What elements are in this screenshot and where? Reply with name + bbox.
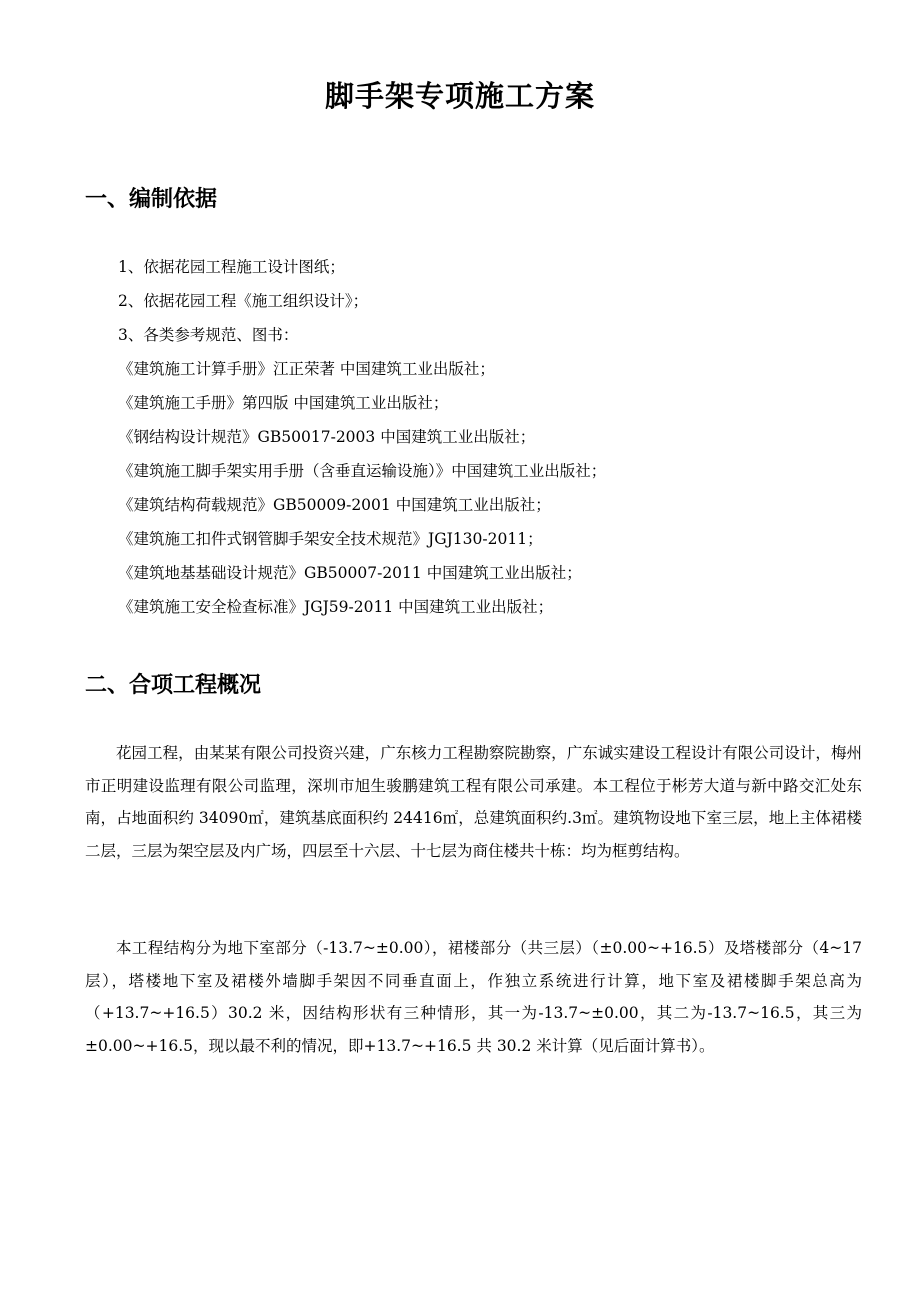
list-item: 《建筑施工手册》第四版 中国建筑工业出版社； [118, 394, 449, 412]
reference-list [0, 250, 920, 624]
list-item: 《建筑结构荷载规范》GB50009-2001 中国建筑工业出版社； [118, 496, 551, 514]
list-item: 《建筑施工安全检查标准》JGJ59-2011 中国建筑工业出版社； [118, 598, 554, 616]
list-item: 2、依据花园工程《施工组织设计》； [118, 292, 369, 310]
list-item: 1、依据花园工程施工设计图纸； [118, 258, 345, 276]
list-item: 《建筑施工脚手架实用手册（含垂直运输设施）》中国建筑工业出版社； [118, 462, 607, 480]
structure-paragraph: 本工程结构分为地下室部分（-13.7~±0.00），裙楼部分（共三层）（±0.00~+16.5）及塔楼部分（4~17 层），塔楼地下室及裙楼外墙脚手架因不同垂直面上，作独立系统进行计算，地下室及裙楼脚手架总高为（+13.7~+16.5）30.2 米，因结构形状有三种情形，其一为-13.7~±0.00，其二为-13.7~16.5，其三为±0.00~+16.5，现以最不利的情况，即+13.7~+16.5 共 30.2 米计算（见后面计算书）。 [85, 939, 862, 1055]
overview-paragraph: 花园工程，由某某有限公司投资兴建，广东核力工程勘察院勘察，广东诚实建设工程设计有限公司设计，梅州市正明建设监理有限公司监理，深圳市旭生骏鹏建筑工程有限公司承建。本工程位于彬芳大道与新中路交汇处东南，占地面积约 34090㎡，建筑基底面积约 24416㎡，总建筑面积约.3㎡。建筑物设地下室三层，地上主体裙楼二层，三层为架空层及内广场，四层至十六层、十七层为商住楼共十栋：均为框剪结构。 [85, 744, 862, 860]
list-item: 《建筑地基基础设计规范》GB50007-2011 中国建筑工业出版社； [118, 564, 582, 582]
list-item: 《建筑施工扣件式钢管脚手架安全技术规范》JGJ130-2011； [118, 530, 543, 548]
page-title: 脚手架专项施工方案 [324, 79, 595, 113]
list-item: 《钢结构设计规范》GB50017-2003 中国建筑工业出版社； [118, 428, 536, 446]
section-heading-basis: 一、编制依据 [85, 187, 218, 212]
list-item: 《建筑施工计算手册》江正荣著 中国建筑工业出版社； [118, 360, 495, 378]
list-item: 3、各类参考规范、图书： [118, 326, 299, 344]
section-heading-overview: 二、合项工程概况 [85, 673, 262, 698]
